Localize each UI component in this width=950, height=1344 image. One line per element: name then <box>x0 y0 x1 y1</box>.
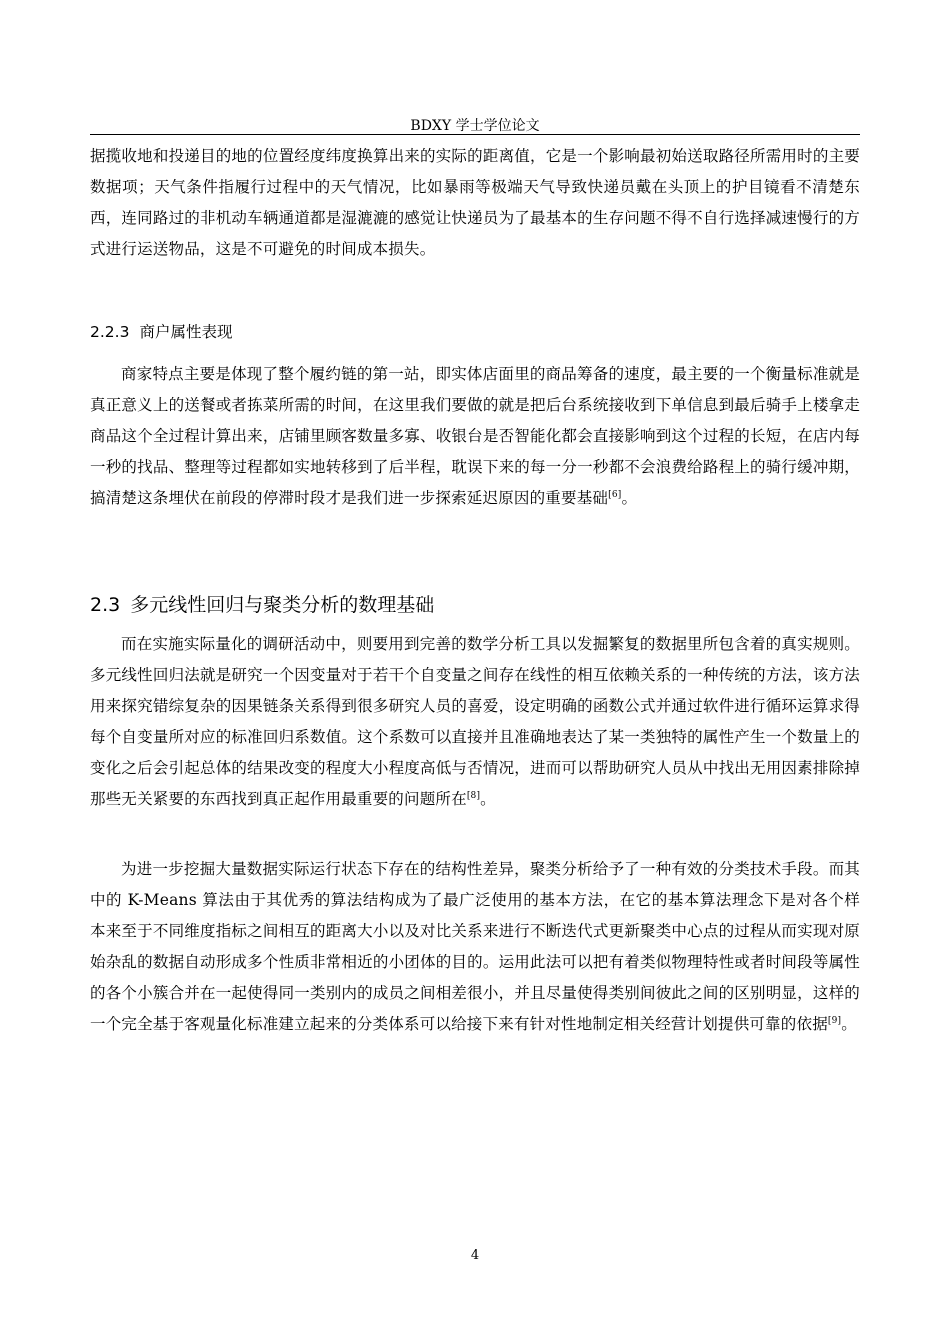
citation-6: [6] <box>608 489 622 500</box>
header-rule <box>90 134 860 135</box>
paragraph-regression <box>90 629 860 815</box>
paragraph-merchant-attributes <box>90 359 860 514</box>
section-number: 2.3 <box>90 594 121 616</box>
page-number: 4 <box>470 1248 480 1263</box>
paragraph-text: 而在实施实际量化的调研活动中，则要用到完善的数学分析工具以发掘繁复的数据里所包含着的真实规则。多元线性回归法就是研究一个因变量对于若干个自变量之间存在线性的相互依赖关系的一种传统的方法，该方法用来探究错综复杂的因果链条关系得到很多研究人员的喜爱，设定明确的函数公式并通过软件进行循环运算求得每个自变量所对应的标准回归系数值。这个系数可以直接并且准确地表达了某一类独特的属性产生一个数量上的变化之后会引起总体的结果改变的程度大小程度高低与否情况，进而可以帮助研究人员从中找出无用因素排除掉那些无关紧要的东西找到真正起作用最重要的问题所在 <box>90 635 860 808</box>
paragraph-end: 。 <box>621 489 638 507</box>
paragraph-weather-distance <box>90 141 860 265</box>
section-heading-2-3 <box>90 591 434 619</box>
section-title: 商户属性表现 <box>139 323 233 341</box>
paragraph-end: 。 <box>841 1015 857 1033</box>
citation-9: [9] <box>827 1015 842 1026</box>
paragraph-end: 。 <box>480 790 496 808</box>
paragraph-text: 为进一步挖掘大量数据实际运行状态下存在的结构性差异，聚类分析给予了一种有效的分类技术手段。而其中的 K-Means 算法由于其优秀的算法结构成为了最广泛使用的基本方法，在它的基本算法理念下是对各个样本来至于不同维度指标之间相互的距离大小以及对比关系来进行不断迭代式更新聚类中心点的过程从而实现对原始杂乱的数据自动形成多个性质非常相近的小团体的目的。运用此法可以把有着类似物理特性或者时间段等属性的各个小簇合并在一起使得同一类别内的成员之间相差很小，并且尽量使得类别间彼此之间的区别明显，这样的一个完全基于客观量化标准建立起来的分类体系可以给接下来有针对性地制定相关经营计划提供可靠的依据 <box>90 860 860 1033</box>
paragraph-clustering <box>90 854 860 1040</box>
paragraph-text: 据揽收地和投递目的地的位置经度纬度换算出来的实际的距离值，它是一个影响最初始送取路径所需用时的主要数据项；天气条件指履行过程中的天气情况，比如暴雨等极端天气导致快递员戴在头顶上的护目镜看不清楚东西，连同路过的非机动车辆通道都是湿漉漉的感觉让快递员为了最基本的生存问题不得不自行选择减速慢行的方式进行运送物品，这是不可避免的时间成本损失。 <box>90 147 860 258</box>
section-number: 2.2.3 <box>90 323 130 341</box>
section-heading-2-2-3 <box>90 320 232 344</box>
running-header: BDXY 学士学位论文 <box>410 118 540 134</box>
citation-8: [8] <box>466 790 481 801</box>
section-title: 多元线性回归与聚类分析的数理基础 <box>130 594 435 616</box>
paragraph-text: 商家特点主要是体现了整个履约链的第一站，即实体店面里的商品筹备的速度，最主要的一个衡量标准就是真正意义上的送餐或者拣菜所需的时间，在这里我们要做的就是把后台系统接收到下单信息到最后骑手上楼拿走商品这个全过程计算出来，店铺里顾客数量多寡、收银台是否智能化都会直接影响到这个过程的长短，在店内每一秒的找品、整理等过程都如实地转移到了后半程，耽误下来的每一分一秒都不会浪费给路程上的骑行缓冲期，搞清楚这条埋伏在前段的停滞时段才是我们进一步探索延迟原因的重要基础 <box>90 365 860 507</box>
